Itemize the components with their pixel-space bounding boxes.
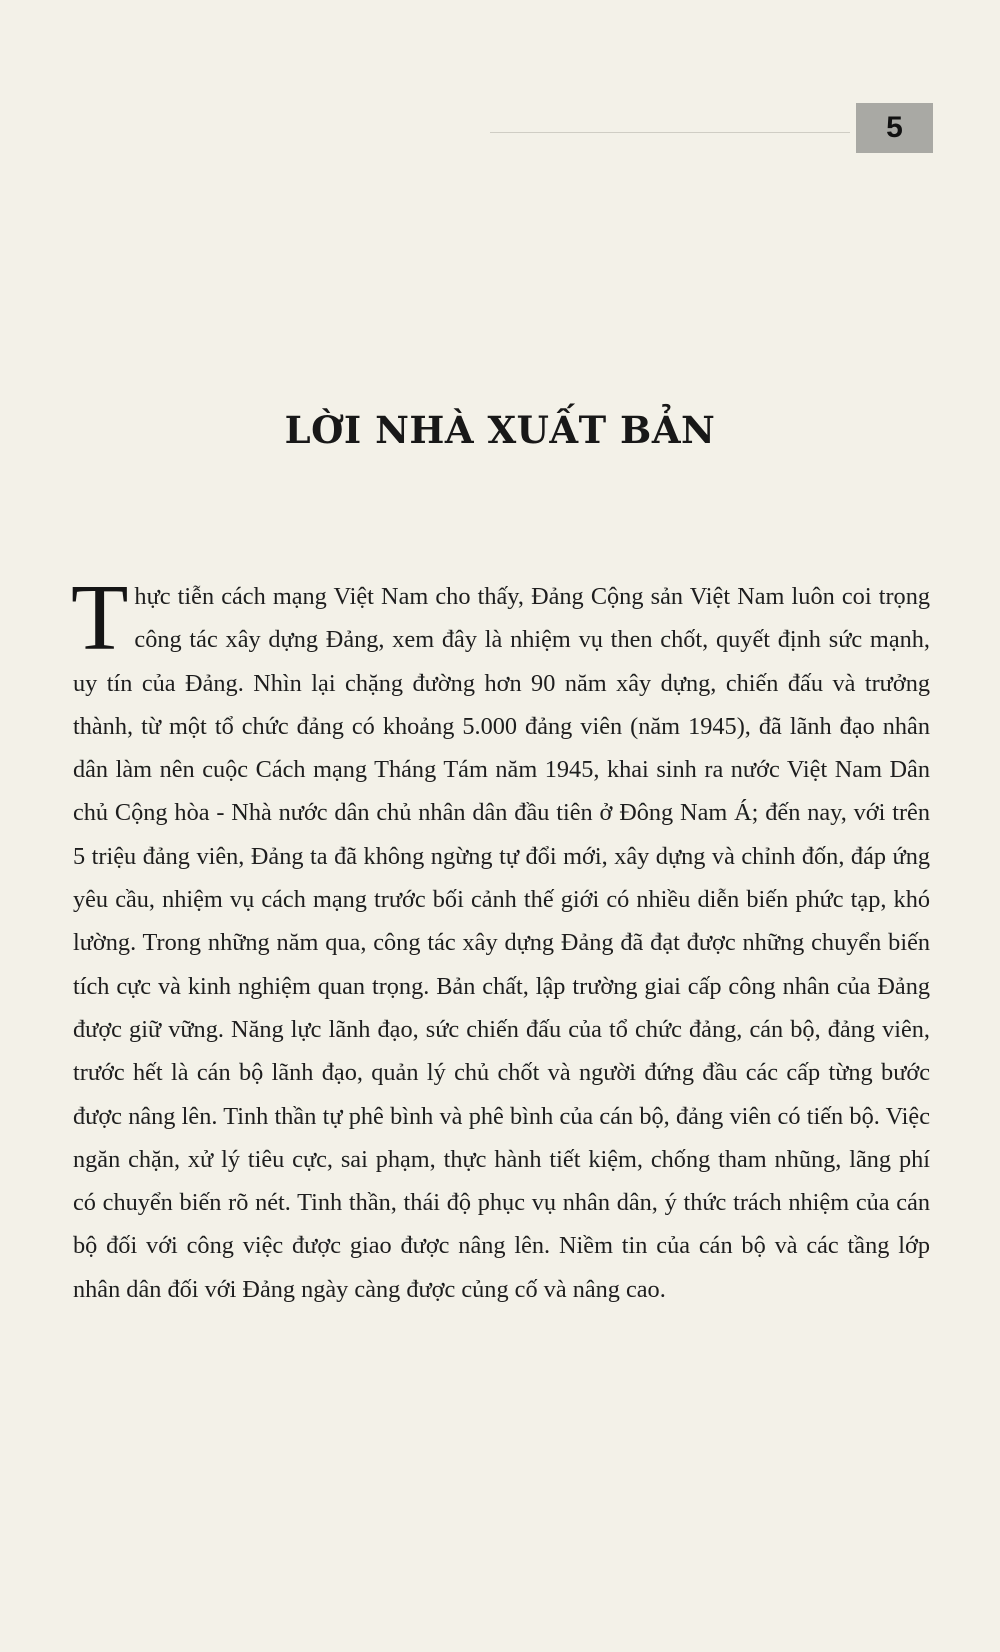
paragraph-text: hực tiễn cách mạng Việt Nam cho thấy, Đảng Cộng sản Việt Nam luôn coi trọng công tác xây dựng Đảng, xem đây là nhiệm vụ then chốt, quyết định sức mạnh, uy tín của Đảng. Nhìn lại chặng đường hơn 90 năm xây dựng, chiến đấu và trưởng thành, từ một tổ chức đảng có khoảng 5.000 đảng viên (năm 1945), đã lãnh đạo nhân dân làm nên cuộc Cách mạng Tháng Tám năm 1945, khai sinh ra nước Việt Nam Dân chủ Cộng hòa - Nhà nước dân chủ nhân dân đầu tiên ở Đông Nam Á; đến nay, với trên 5 triệu đảng viên, Đảng ta đã không ngừng tự đổi mới, xây dựng và chỉnh đốn, đáp ứng yêu cầu, nhiệm vụ cách mạng trước bối cảnh thế giới có nhiều diễn biến phức tạp, khó lường. Trong những năm qua, công tác xây dựng Đảng đã đạt được những chuyển biến tích cực và kinh nghiệm quan trọng. Bản chất, lập trường giai cấp công nhân của Đảng được giữ vững. Năng lực lãnh đạo, sức chiến đấu của tổ chức đảng, cán bộ, đảng viên, trước hết là cán bộ lãnh đạo, quản lý chủ chốt và người đứng đầu các cấp từng bước được nâng lên. Tinh thần tự phê bình và phê bình của cán bộ, đảng viên có tiến bộ. Việc ngăn chặn, xử lý tiêu cực, sai phạm, thực hành tiết kiệm, chống tham nhũng, lãng phí có chuyển biến rõ nét. Tinh thần, thái độ phục vụ nhân dân, ý thức trách nhiệm của cán bộ đối với công việc được giao được nâng lên. Niềm tin của cán bộ và các tầng lớp nhân dân đối với Đảng ngày càng được củng cố và nâng cao. — [73, 583, 930, 1303]
header-rule — [490, 132, 850, 133]
page-title: LỜI NHÀ XUẤT BẢN — [284, 408, 716, 452]
body-paragraph — [71, 566, 930, 1311]
drop-cap: T — [71, 566, 129, 670]
page-number: 5 — [856, 103, 933, 153]
